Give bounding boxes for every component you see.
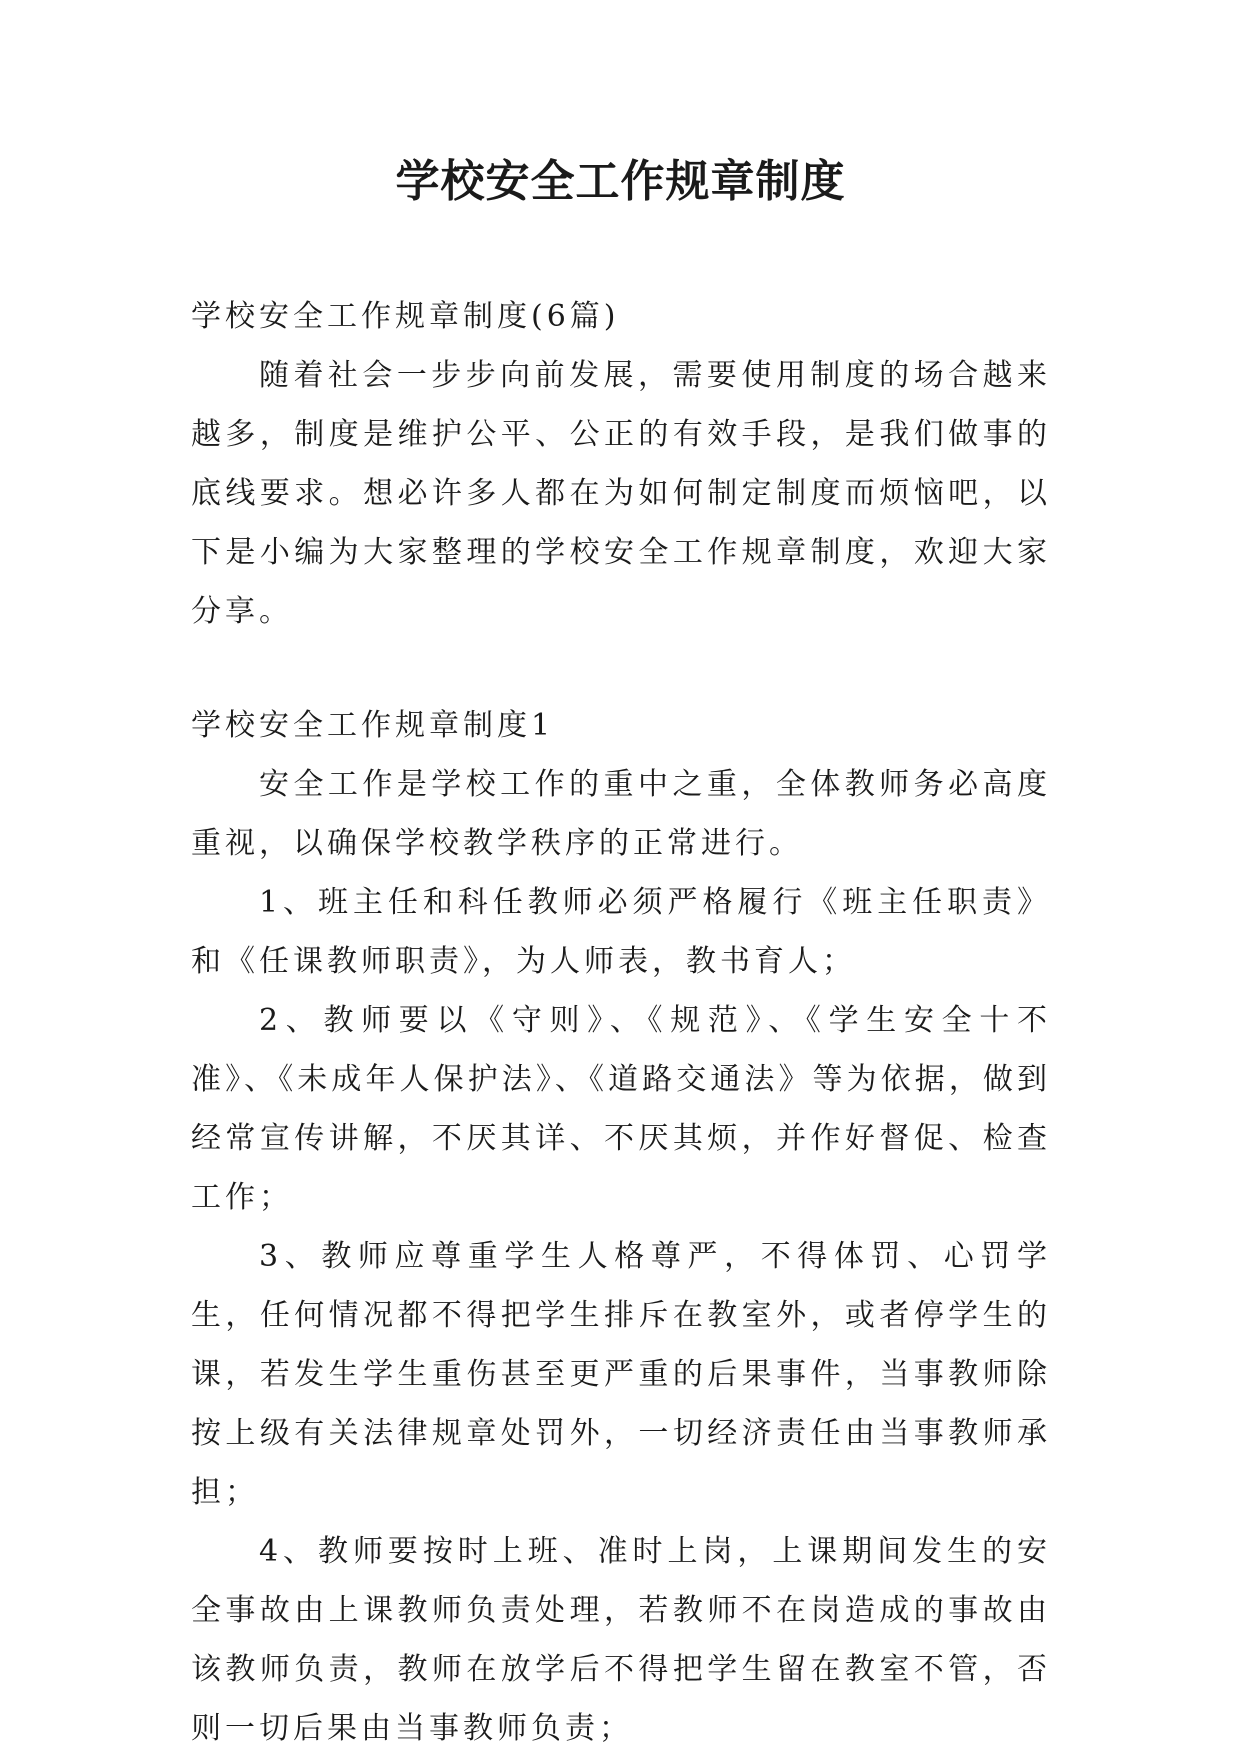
rule-item: 3、教师应尊重学生人格尊严，不得体罚、心罚学生，任何情况都不得把学生排斥在教室外，或者停学生的课，若发生学生重伤甚至更严重的后果事件，当事教师除按上级有关法律规章处罚外，一切经济责任由当事教师承担； [191, 1239, 1051, 1510]
document-title: 学校安全工作规章制度 [395, 156, 846, 207]
document-body [191, 287, 1051, 1758]
intro-paragraph: 随着社会一步步向前发展，需要使用制度的场合越来越多，制度是维护公平、公正的有效手段，是我们做事的底线要求。想必许多人都在为如何制定制度而烦恼吧，以下是小编为大家整理的学校安全工作规章制度，欢迎大家分享。 [191, 358, 1051, 629]
rule-item: 4、教师要按时上班、准时上岗，上课期间发生的安全事故由上课教师负责处理，若教师不在岗造成的事故由该教师负责，教师在放学后不得把学生留在教室不管，否则一切后果由当事教师负责； [191, 1534, 1051, 1746]
section-heading: 学校安全工作规章制度1 [191, 708, 555, 743]
paragraph: 安全工作是学校工作的重中之重，全体教师务必高度重视，以确保学校教学秩序的正常进行。 [191, 767, 1051, 861]
rule-item: 1、班主任和科任教师必须严格履行《班主任职责》和《任课教师职责》，为人师表，教书育人； [191, 885, 1051, 979]
document-subtitle: 学校安全工作规章制度(6篇) [191, 299, 620, 334]
rule-item: 2、教师要以《守则》、《规范》、《学生安全十不准》、《未成年人保护法》、《道路交通法》等为依据，做到经常宣传讲解，不厌其详、不厌其烦，并作好督促、检查工作； [191, 1003, 1051, 1215]
